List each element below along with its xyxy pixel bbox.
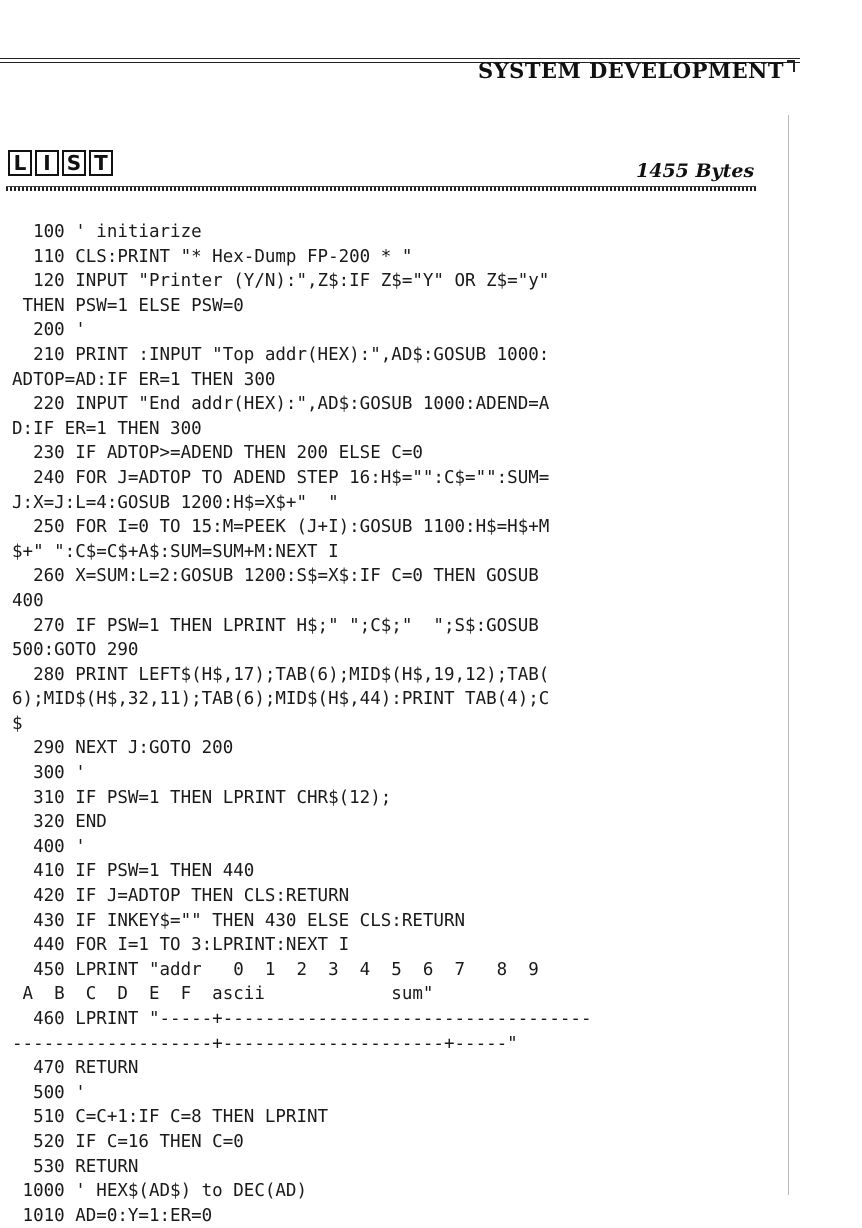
code-line: 110 CLS:PRINT "* Hex-Dump FP-200 * " — [12, 246, 413, 267]
logo-letter: I — [35, 150, 59, 176]
code-line: 260 X=SUM:L=2:GOSUB 1200:S$=X$:IF C=0 THEN GOSUB — [12, 566, 539, 587]
code-line: 420 IF J=ADTOP THEN CLS:RETURN — [12, 886, 350, 907]
code-line: 310 IF PSW=1 THEN LPRINT CHR$(12); — [12, 787, 392, 808]
logo-letter: S — [62, 150, 86, 176]
code-line: D:IF ER=1 THEN 300 — [12, 418, 202, 439]
list-logo — [8, 150, 113, 176]
code-line: 120 INPUT "Printer (Y/N):",Z$:IF Z$="Y" OR Z$="y" — [12, 271, 550, 292]
code-line: 500 ' — [12, 1082, 86, 1103]
code-line: 290 NEXT J:GOTO 200 — [12, 738, 234, 759]
code-line: 100 ' initiarize — [12, 222, 202, 242]
code-line: $ — [12, 713, 23, 734]
code-line: 210 PRINT :INPUT "Top addr(HEX):",AD$:GOSUB 1000: — [12, 344, 550, 365]
code-line: 1010 AD=0:Y=1:ER=0 — [12, 1205, 213, 1226]
code-listing — [12, 220, 591, 1228]
right-margin-rule — [788, 115, 789, 1195]
code-line: 450 LPRINT "addr 0 1 2 3 4 5 6 7 8 9 — [12, 959, 539, 980]
code-line: ADTOP=AD:IF ER=1 THEN 300 — [12, 369, 276, 390]
code-line: THEN PSW=1 ELSE PSW=0 — [12, 295, 244, 316]
code-line: 270 IF PSW=1 THEN LPRINT H$;" ";C$;" ";S$:GOSUB — [12, 615, 539, 636]
code-line: 200 ' — [12, 320, 86, 341]
code-line: 430 IF INKEY$="" THEN 430 ELSE CLS:RETURN — [12, 910, 466, 931]
bytes-count: 1455 Bytes — [636, 160, 755, 182]
title-corner-mark — [787, 60, 795, 72]
code-line: $+" ":C$=C$+A$:SUM=SUM+M:NEXT I — [12, 541, 339, 562]
code-line: 1000 ' HEX$(AD$) to DEC(AD) — [12, 1181, 308, 1202]
code-line: 250 FOR I=0 TO 15:M=PEEK (J+I):GOSUB 1100:H$=H$+M — [12, 517, 550, 538]
logo-letter: L — [8, 150, 32, 176]
dotted-divider — [6, 186, 756, 191]
code-line: 500:GOTO 290 — [12, 640, 139, 661]
logo-letter: T — [89, 150, 113, 176]
code-line: 460 LPRINT "-----+----------------------------------- — [12, 1009, 592, 1029]
code-line: A B C D E F ascii sum" — [12, 984, 434, 1005]
code-line: 400 ' — [12, 836, 86, 857]
code-line: -------------------+---------------------+-----" — [12, 1033, 518, 1054]
code-line: 300 ' — [12, 763, 86, 784]
code-line: 520 IF C=16 THEN C=0 — [12, 1131, 244, 1152]
code-line: 320 END — [12, 812, 107, 833]
code-line: 410 IF PSW=1 THEN 440 — [12, 861, 255, 882]
code-line: 400 — [12, 590, 44, 611]
code-line: 470 RETURN — [12, 1058, 139, 1079]
code-line: J:X=J:L=4:GOSUB 1200:H$=X$+" " — [12, 492, 339, 513]
section-title: SYSTEM DEVELOPMENT — [478, 58, 784, 83]
code-line: 440 FOR I=1 TO 3:LPRINT:NEXT I — [12, 935, 350, 956]
code-line: 530 RETURN — [12, 1156, 139, 1177]
code-line: 510 C=C+1:IF C=8 THEN LPRINT — [12, 1107, 329, 1128]
code-line: 280 PRINT LEFT$(H$,17);TAB(6);MID$(H$,19,12);TAB( — [12, 664, 550, 685]
code-line: 6);MID$(H$,32,11);TAB(6);MID$(H$,44):PRINT TAB(4);C — [12, 689, 550, 710]
code-line: 240 FOR J=ADTOP TO ADEND STEP 16:H$="":C$="":SUM= — [12, 467, 550, 488]
code-line: 230 IF ADTOP>=ADEND THEN 200 ELSE C=0 — [12, 443, 423, 464]
code-line: 220 INPUT "End addr(HEX):",AD$:GOSUB 1000:ADEND=A — [12, 394, 550, 415]
